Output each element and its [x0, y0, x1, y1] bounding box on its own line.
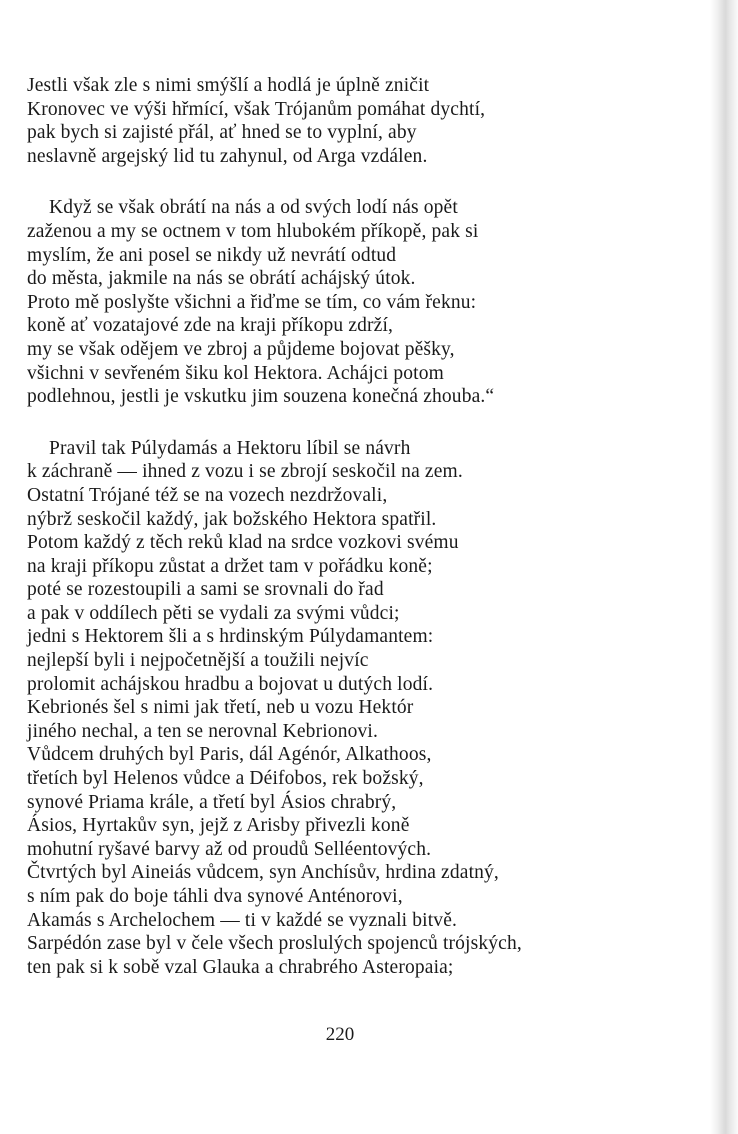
verse-line: do města, jakmile na nás se obrátí achájský útok. [27, 268, 416, 290]
verse-line: jiného nechal, a ten se nerovnal Kebrionovi. [27, 720, 378, 742]
verse-line: my se však odějem ve zbroj a půjdeme bojovat pěšky, [27, 338, 455, 360]
verse-line: a pak v oddílech pěti se vydali za svými vůdci; [27, 602, 400, 624]
stanza-2 [27, 196, 667, 408]
verse-line: Akamás s Archelochem — ti v každé se vyznali bitvě. [27, 909, 458, 931]
verse-line: nejlepší byli i nejpočetnější a toužili nejvíc [27, 650, 369, 672]
verse-line: nýbrž seskočil každý, jak božského Hektora spatřil. [27, 508, 437, 530]
verse-line: všichni v sevřeném šiku kol Hektora. Achájci potom [27, 362, 444, 384]
verse-line: na kraji příkopu zůstat a držet tam v pořádku koně; [27, 555, 433, 577]
verse-line: Kebrionés šel s nimi jak třetí, neb u vozu Hektór [27, 697, 414, 719]
verse-line: poté se rozestoupili a sami se srovnali do řad [27, 579, 384, 601]
verse-line: Pravil tak Púlydamás a Hektoru líbil se návrh [49, 437, 411, 459]
verse-line: Ostatní Trójané též se na vozech nezdržovali, [27, 484, 388, 506]
verse-line: pak bych si zajisté přál, ať hned se to vyplní, aby [27, 122, 417, 144]
verse-line: myslím, že ani posel se nikdy už nevrátí odtud [27, 244, 397, 266]
verse-line: k záchraně — ihned z vozu i se zbrojí seskočil na zem. [27, 461, 463, 483]
poem-text [27, 74, 667, 979]
verse-line: jedni s Hektorem šli a s hrdinským Púlydamantem: [27, 626, 434, 648]
verse-line: Kronovec ve výši hřmící, však Trójanům pomáhat dychtí, [27, 98, 486, 120]
verse-line: zaženou a my se octnem v tom hlubokém příkopě, pak si [27, 220, 479, 242]
verse-line: Potom každý z těch reků klad na srdce vozkovi svému [27, 532, 459, 554]
verse-line: Čtvrtých byl Aineiás vůdcem, syn Anchísův, hrdina zdatný, [27, 862, 499, 884]
verse-line: podlehnou, jestli je vskutku jim souzena konečná zhouba.“ [27, 386, 495, 408]
verse-line: ten pak si k sobě vzal Glauka a chrabrého Asteropaia; [27, 956, 454, 978]
verse-line: Vůdcem druhých byl Paris, dál Agénór, Alkathoos, [27, 744, 432, 766]
page-number: 220 [325, 1024, 355, 1045]
verse-line: Sarpédón zase byl v čele všech proslulých spojenců trójských, [27, 933, 522, 955]
binding-gutter-shadow [710, 0, 738, 1134]
verse-line: mohutní ryšavé barvy až od proudů Selléentových. [27, 838, 432, 860]
verse-line: synové Priama krále, a třetí byl Ásios chrabrý, [27, 791, 397, 813]
stanza-1 [27, 74, 667, 168]
verse-line: Jestli však zle s nimi smýšlí a hodlá je úplně zničit [27, 75, 430, 96]
verse-line: koně ať vozatajové zde na kraji příkopu zdrží, [27, 315, 394, 337]
verse-line: třetích byl Helenos vůdce a Déifobos, rek božský, [27, 768, 424, 790]
verse-line: Ásios, Hyrtakův syn, jejž z Arisby přivezli koně [27, 815, 410, 837]
verse-line: s ním pak do boje táhli dva synové Anténorovi, [27, 886, 403, 907]
verse-line: prolomit achájskou hradbu a bojovat u dutých lodí. [27, 673, 434, 695]
verse-line: neslavně argejský lid tu zahynul, od Arga vzdálen. [27, 145, 428, 167]
stanza-3 [27, 437, 667, 980]
verse-line: Proto mě poslyšte všichni a řiďme se tím, co vám řeknu: [27, 291, 477, 313]
verse-line: Když se však obrátí na nás a od svých lodí nás opět [49, 197, 458, 219]
